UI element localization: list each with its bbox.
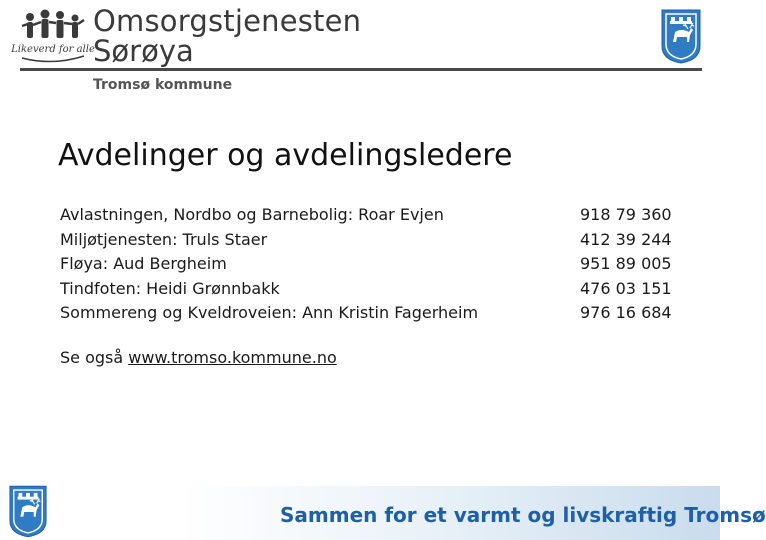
department-contact-list (60, 203, 680, 326)
page-title: Avdelinger og avdelingsledere (58, 138, 513, 173)
contact-row (60, 252, 680, 277)
header (0, 0, 720, 100)
logo-caption: Likeverd for alle (11, 44, 95, 55)
see-also-line (60, 346, 337, 370)
phone-number: 951 89 005 (580, 254, 672, 273)
phone-number: 976 16 684 (580, 303, 672, 322)
org-subtitle: Sørøya (93, 34, 194, 68)
footer-slogan: Sammen for et varmt og livskraftig Tromsø (280, 503, 766, 527)
likeverd-logo-icon (11, 8, 95, 68)
department-leader: Miljøtjenesten: Truls Staer (60, 229, 268, 249)
phone-number: 918 79 360 (580, 205, 672, 224)
phone-number: 476 03 151 (580, 278, 672, 298)
department-leader: Sommereng og Kveldroveien: Ann Kristin Fagerheim (60, 303, 479, 322)
tromso-crest-icon (8, 484, 48, 538)
department-leader: Avlastningen, Nordbo og Barnebolig: Roar Evjen (60, 205, 444, 224)
department-leader: Fløya: Aud Bergheim (60, 254, 227, 273)
see-also-label: Se også (60, 348, 129, 367)
header-divider (20, 68, 702, 71)
footer (0, 462, 766, 540)
phone-number: 412 39 244 (580, 229, 672, 249)
org-title: Omsorgstjenesten (93, 4, 362, 38)
contact-row (60, 301, 680, 326)
municipality-name: Tromsø kommune (93, 77, 233, 93)
department-leader: Tindfoten: Heidi Grønnbakk (60, 278, 280, 298)
contact-row (60, 277, 680, 302)
municipality-website-link[interactable]: www.tromso.kommune.no (128, 348, 337, 367)
contact-row (60, 228, 680, 253)
contact-row (60, 203, 680, 228)
tromso-crest-icon (660, 8, 702, 64)
